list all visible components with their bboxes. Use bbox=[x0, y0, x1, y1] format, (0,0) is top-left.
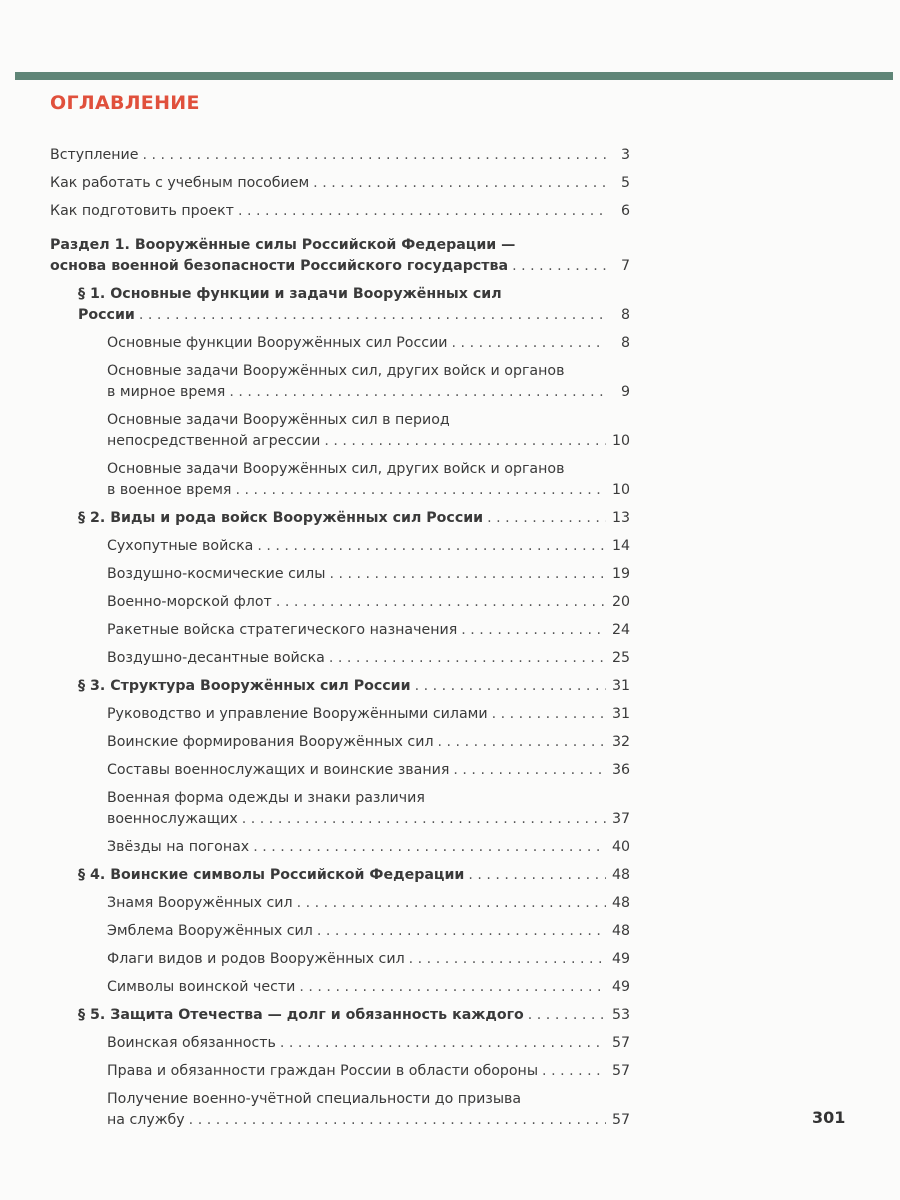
toc-entry-line bbox=[107, 732, 630, 753]
toc-entry[interactable] bbox=[50, 949, 630, 977]
toc-entry[interactable] bbox=[50, 1033, 630, 1061]
toc-entry-title: Раздел 1. Вооружённые силы Российской Федерации — bbox=[50, 237, 516, 253]
toc-entry[interactable] bbox=[50, 760, 630, 788]
toc-entry-page: 40 bbox=[611, 839, 630, 855]
toc-entry-line bbox=[107, 1061, 630, 1082]
toc-entry-line bbox=[107, 620, 630, 641]
toc-entry-title: основа военной безопасности Российского государства bbox=[50, 258, 509, 274]
dot-leader bbox=[185, 1110, 606, 1131]
toc-entry[interactable] bbox=[50, 284, 630, 333]
toc-entry-line bbox=[107, 837, 630, 858]
toc-entry-title: Как работать с учебным пособием bbox=[50, 175, 310, 191]
toc-entry[interactable] bbox=[50, 235, 630, 284]
toc-entry-line bbox=[107, 536, 630, 557]
dot-leader bbox=[524, 1005, 606, 1026]
toc-entry-line bbox=[107, 809, 630, 830]
toc-entry-title: § 3. Структура Вооружённых сил России bbox=[78, 678, 411, 694]
toc-entry-page: 36 bbox=[611, 762, 630, 778]
toc-entry-line bbox=[107, 592, 630, 613]
dot-leader bbox=[464, 865, 606, 886]
toc-entry-title: Основные задачи Вооружённых сил, других войск и органов bbox=[107, 461, 565, 477]
toc-entry[interactable] bbox=[50, 508, 630, 536]
toc-entry-line bbox=[107, 480, 630, 501]
toc-entry-line bbox=[107, 1033, 630, 1054]
toc-entry[interactable] bbox=[50, 410, 630, 459]
toc-entry-page: 48 bbox=[611, 895, 630, 911]
toc-entry[interactable] bbox=[50, 1089, 630, 1138]
toc-entry-line bbox=[50, 201, 630, 222]
dot-leader bbox=[253, 536, 606, 557]
toc-entry-title: на службу bbox=[107, 1112, 185, 1128]
toc-entry-title: § 4. Воинские символы Российской Федерации bbox=[78, 867, 465, 883]
toc-entry-title: Основные задачи Вооружённых сил, других войск и органов bbox=[107, 363, 565, 379]
toc-entry-line bbox=[107, 1089, 630, 1110]
toc-entry[interactable] bbox=[50, 977, 630, 1005]
toc-entry-page: 31 bbox=[611, 678, 630, 694]
toc-entry-title: Воинские формирования Вооружённых сил bbox=[107, 734, 434, 750]
toc-entry-page: 49 bbox=[611, 951, 630, 967]
toc-entry[interactable] bbox=[50, 1061, 630, 1089]
toc-entry-line bbox=[50, 256, 630, 277]
toc-entry[interactable] bbox=[50, 459, 630, 508]
toc-entry[interactable] bbox=[50, 921, 630, 949]
toc-entry-page: 8 bbox=[620, 335, 630, 351]
toc-entry-title: Сухопутные войска bbox=[107, 538, 254, 554]
dot-leader bbox=[457, 620, 606, 641]
toc-entry-title: Как подготовить проект bbox=[50, 203, 234, 219]
toc-entry[interactable] bbox=[50, 648, 630, 676]
dot-leader bbox=[135, 305, 606, 326]
toc-entry-line bbox=[78, 865, 630, 886]
toc-entry-page: 48 bbox=[611, 867, 630, 883]
toc-entry-line bbox=[107, 760, 630, 781]
dot-leader bbox=[449, 760, 606, 781]
dot-leader bbox=[448, 333, 606, 354]
toc-entry-page: 31 bbox=[611, 706, 630, 722]
dot-leader bbox=[313, 921, 606, 942]
toc-entry-line bbox=[107, 459, 630, 480]
dot-leader bbox=[488, 704, 606, 725]
dot-leader bbox=[139, 145, 607, 166]
toc-entry-line bbox=[107, 1110, 630, 1131]
toc-entry-page: 10 bbox=[611, 433, 630, 449]
page-title: ОГЛАВЛЕНИЕ bbox=[50, 92, 200, 114]
dot-leader bbox=[320, 431, 606, 452]
toc-entry-title: Воздушно-десантные войска bbox=[107, 650, 325, 666]
toc-entry[interactable] bbox=[50, 788, 630, 837]
toc-entry-line bbox=[107, 977, 630, 998]
dot-leader bbox=[249, 837, 606, 858]
toc-entry-title: Ракетные войска стратегического назначения bbox=[107, 622, 458, 638]
toc-entry-title: России bbox=[78, 307, 135, 323]
toc-entry-line bbox=[107, 333, 630, 354]
toc-entry-title: Права и обязанности граждан России в области обороны bbox=[107, 1063, 539, 1079]
toc-entry-line bbox=[50, 235, 630, 256]
dot-leader bbox=[411, 676, 606, 697]
dot-leader bbox=[272, 592, 606, 613]
toc-entry-page: 25 bbox=[611, 650, 630, 666]
toc-entry[interactable] bbox=[50, 865, 630, 893]
toc-entry-page: 57 bbox=[611, 1063, 630, 1079]
toc-entry[interactable] bbox=[50, 361, 630, 410]
toc-entry-title: Воинская обязанность bbox=[107, 1035, 276, 1051]
toc-entry-title: Флаги видов и родов Вооружённых сил bbox=[107, 951, 405, 967]
toc-entry-page: 9 bbox=[620, 384, 630, 400]
toc-entry-title: в мирное время bbox=[107, 384, 226, 400]
toc-entry-page: 32 bbox=[611, 734, 630, 750]
dot-leader bbox=[234, 201, 606, 222]
toc-entry-line bbox=[107, 648, 630, 669]
toc-entry-page: 7 bbox=[620, 258, 630, 274]
toc-entry-page: 37 bbox=[611, 811, 630, 827]
toc-entry[interactable] bbox=[50, 201, 630, 229]
toc-entry-title: Основные задачи Вооружённых сил в период bbox=[107, 412, 450, 428]
toc-entry-line bbox=[78, 508, 630, 529]
dot-leader bbox=[309, 173, 606, 194]
toc-entry-line bbox=[50, 173, 630, 194]
toc-entry[interactable] bbox=[50, 732, 630, 760]
toc-entry[interactable] bbox=[50, 564, 630, 592]
dot-leader bbox=[434, 732, 606, 753]
toc-entry-line bbox=[107, 788, 630, 809]
dot-leader bbox=[295, 977, 606, 998]
toc-entry-title: Звёзды на погонах bbox=[107, 839, 250, 855]
toc-entry-title: § 1. Основные функции и задачи Вооружённых сил bbox=[78, 286, 502, 302]
table-of-contents bbox=[50, 145, 630, 1138]
dot-leader bbox=[405, 949, 606, 970]
dot-leader bbox=[231, 480, 606, 501]
toc-entry-line bbox=[107, 704, 630, 725]
toc-entry-title: § 2. Виды и рода войск Вооружённых сил России bbox=[78, 510, 484, 526]
toc-entry-title: Знамя Вооружённых сил bbox=[107, 895, 293, 911]
toc-entry-page: 57 bbox=[611, 1112, 630, 1128]
toc-entry[interactable] bbox=[50, 333, 630, 361]
toc-entry-line bbox=[78, 284, 630, 305]
dot-leader bbox=[325, 564, 606, 585]
toc-entry-line bbox=[107, 564, 630, 585]
toc-entry-line bbox=[107, 893, 630, 914]
toc-entry-page: 19 bbox=[611, 566, 630, 582]
toc-entry[interactable] bbox=[50, 893, 630, 921]
toc-entry-title: Руководство и управление Вооружёнными силами bbox=[107, 706, 488, 722]
toc-entry-title: Составы военнослужащих и воинские звания bbox=[107, 762, 450, 778]
toc-entry-title: Эмблема Вооружённых сил bbox=[107, 923, 313, 939]
toc-entry[interactable] bbox=[50, 536, 630, 564]
toc-entry-title: Военно-морской флот bbox=[107, 594, 272, 610]
toc-entry-page: 48 bbox=[611, 923, 630, 939]
toc-entry-page: 24 bbox=[611, 622, 630, 638]
toc-entry-page: 5 bbox=[620, 175, 630, 191]
page-number: 301 bbox=[812, 1108, 846, 1127]
dot-leader bbox=[325, 648, 606, 669]
toc-entry[interactable] bbox=[50, 620, 630, 648]
toc-entry-page: 49 bbox=[611, 979, 630, 995]
toc-entry-page: 57 bbox=[611, 1035, 630, 1051]
dot-leader bbox=[538, 1061, 606, 1082]
dot-leader bbox=[238, 809, 606, 830]
toc-entry-title: Получение военно-учётной специальности до призыва bbox=[107, 1091, 522, 1107]
toc-entry-title: Основные функции Вооружённых сил России bbox=[107, 335, 448, 351]
toc-entry-line bbox=[107, 410, 630, 431]
toc-entry-line bbox=[50, 145, 630, 166]
header-band bbox=[15, 72, 893, 80]
toc-entry[interactable] bbox=[50, 145, 630, 173]
toc-entry-title: § 5. Защита Отечества — долг и обязанность каждого bbox=[78, 1007, 524, 1023]
toc-entry[interactable] bbox=[50, 837, 630, 865]
toc-entry-title: непосредственной агрессии bbox=[107, 433, 321, 449]
toc-entry-line bbox=[107, 382, 630, 403]
toc-entry-title: военнослужащих bbox=[107, 811, 238, 827]
toc-entry-title: Военная форма одежды и знаки различия bbox=[107, 790, 425, 806]
toc-entry-page: 8 bbox=[620, 307, 630, 323]
toc-entry-line bbox=[107, 949, 630, 970]
toc-entry-line bbox=[78, 305, 630, 326]
dot-leader bbox=[225, 382, 606, 403]
toc-entry-title: Воздушно-космические силы bbox=[107, 566, 326, 582]
toc-entry-title: Символы воинской чести bbox=[107, 979, 296, 995]
toc-entry-page: 6 bbox=[620, 203, 630, 219]
dot-leader bbox=[293, 893, 606, 914]
toc-entry-line bbox=[107, 361, 630, 382]
toc-entry-page: 13 bbox=[611, 510, 630, 526]
toc-entry-page: 3 bbox=[620, 147, 630, 163]
toc-entry-page: 53 bbox=[611, 1007, 630, 1023]
dot-leader bbox=[508, 256, 606, 277]
toc-entry-title: в военное время bbox=[107, 482, 232, 498]
toc-entry-line bbox=[107, 431, 630, 452]
toc-entry[interactable] bbox=[50, 173, 630, 201]
toc-entry-line bbox=[78, 676, 630, 697]
toc-entry[interactable] bbox=[50, 676, 630, 704]
toc-entry-page: 20 bbox=[611, 594, 630, 610]
toc-entry[interactable] bbox=[50, 1005, 630, 1033]
toc-entry[interactable] bbox=[50, 704, 630, 732]
toc-entry-line bbox=[78, 1005, 630, 1026]
dot-leader bbox=[483, 508, 606, 529]
dot-leader bbox=[276, 1033, 606, 1054]
toc-entry-title: Вступление bbox=[50, 147, 139, 163]
toc-entry-page: 10 bbox=[611, 482, 630, 498]
toc-entry-page: 14 bbox=[611, 538, 630, 554]
toc-entry[interactable] bbox=[50, 592, 630, 620]
toc-entry-line bbox=[107, 921, 630, 942]
